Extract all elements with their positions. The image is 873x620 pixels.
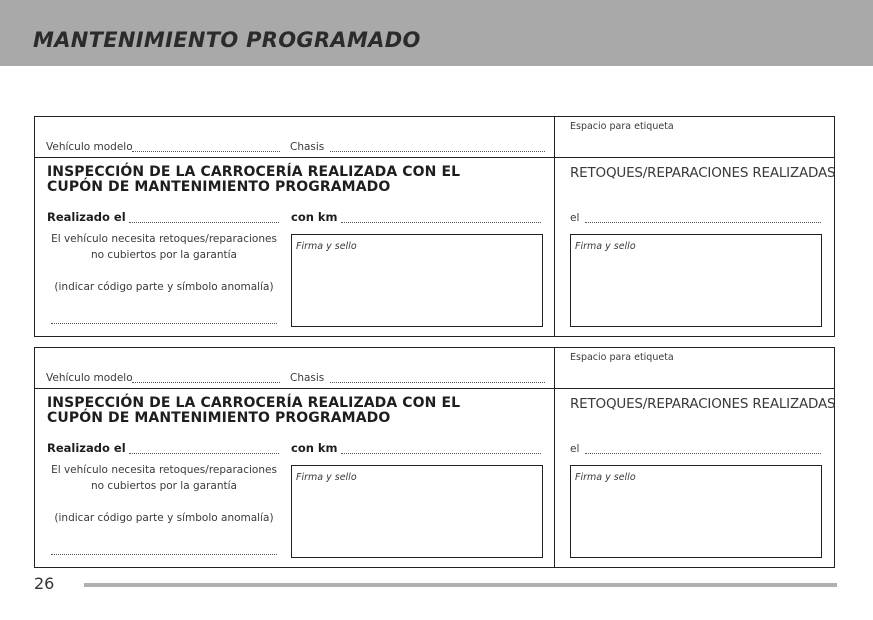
footer-rule	[84, 583, 837, 587]
repairs-done-title: RETOQUES/REPARACIONES REALIZADAS	[570, 396, 836, 412]
done-date-field[interactable]	[129, 453, 279, 454]
chasis-label: Chasis	[290, 372, 325, 384]
vehicle-model-label: Vehículo modelo	[46, 141, 133, 153]
km-label: con km	[291, 441, 338, 455]
inspection-title	[47, 165, 460, 195]
km-field[interactable]	[341, 222, 541, 223]
inspection-title-line1: INSPECCIÓN DE LA CARROCERÍA REALIZADA CON EL	[47, 164, 461, 180]
label-space-text: Espacio para etiqueta	[570, 121, 674, 132]
vehicle-model-field[interactable]	[132, 151, 280, 152]
repair-note-line1: El vehículo necesita retoques/reparaciones	[51, 464, 277, 476]
km-field[interactable]	[341, 453, 541, 454]
inspection-title-line1: INSPECCIÓN DE LA CARROCERÍA REALIZADA CON EL	[47, 395, 461, 411]
repairs-date-label: el	[570, 212, 580, 224]
signature-label-right: Firma y sello	[575, 241, 636, 252]
inspection-title	[47, 396, 460, 426]
maintenance-card-2	[34, 347, 835, 568]
repairs-date-label: el	[570, 443, 580, 455]
card-divider-horizontal	[35, 157, 834, 158]
maintenance-card-1	[34, 116, 835, 337]
signature-label-right: Firma y sello	[575, 472, 636, 483]
repairs-date-field[interactable]	[585, 222, 821, 223]
repair-note	[47, 231, 281, 295]
done-date-field[interactable]	[129, 222, 279, 223]
signature-box-right[interactable]	[570, 234, 822, 327]
repair-note-line2: no cubiertos por la garantía	[91, 480, 237, 492]
page-title: MANTENIMIENTO PROGRAMADO	[33, 28, 421, 52]
repair-note-line2: no cubiertos por la garantía	[91, 249, 237, 261]
vehicle-model-label: Vehículo modelo	[46, 372, 133, 384]
anomaly-code-field[interactable]	[51, 323, 277, 324]
repair-note-line1: El vehículo necesita retoques/reparaciones	[51, 233, 277, 245]
chasis-field[interactable]	[330, 382, 545, 383]
repair-note	[47, 462, 281, 526]
repairs-date-field[interactable]	[585, 453, 821, 454]
anomaly-code-field[interactable]	[51, 554, 277, 555]
chasis-label: Chasis	[290, 141, 325, 153]
card-divider-vertical	[554, 348, 555, 567]
signature-label-left: Firma y sello	[296, 472, 357, 483]
card-divider-horizontal	[35, 388, 834, 389]
done-date-label: Realizado el	[47, 441, 126, 455]
page-number: 26	[34, 574, 55, 593]
signature-box-left[interactable]	[291, 234, 543, 327]
inspection-title-line2: CUPÓN DE MANTENIMIENTO PROGRAMADO	[47, 410, 391, 426]
done-date-label: Realizado el	[47, 210, 126, 224]
vehicle-model-field[interactable]	[132, 382, 280, 383]
signature-box-right[interactable]	[570, 465, 822, 558]
repairs-done-title: RETOQUES/REPARACIONES REALIZADAS	[570, 165, 836, 181]
repair-note-line3: (indicar código parte y símbolo anomalía)	[54, 281, 274, 293]
inspection-title-line2: CUPÓN DE MANTENIMIENTO PROGRAMADO	[47, 179, 391, 195]
signature-label-left: Firma y sello	[296, 241, 357, 252]
repair-note-line3: (indicar código parte y símbolo anomalía)	[54, 512, 274, 524]
km-label: con km	[291, 210, 338, 224]
card-divider-vertical	[554, 117, 555, 336]
chasis-field[interactable]	[330, 151, 545, 152]
signature-box-left[interactable]	[291, 465, 543, 558]
label-space-text: Espacio para etiqueta	[570, 352, 674, 363]
